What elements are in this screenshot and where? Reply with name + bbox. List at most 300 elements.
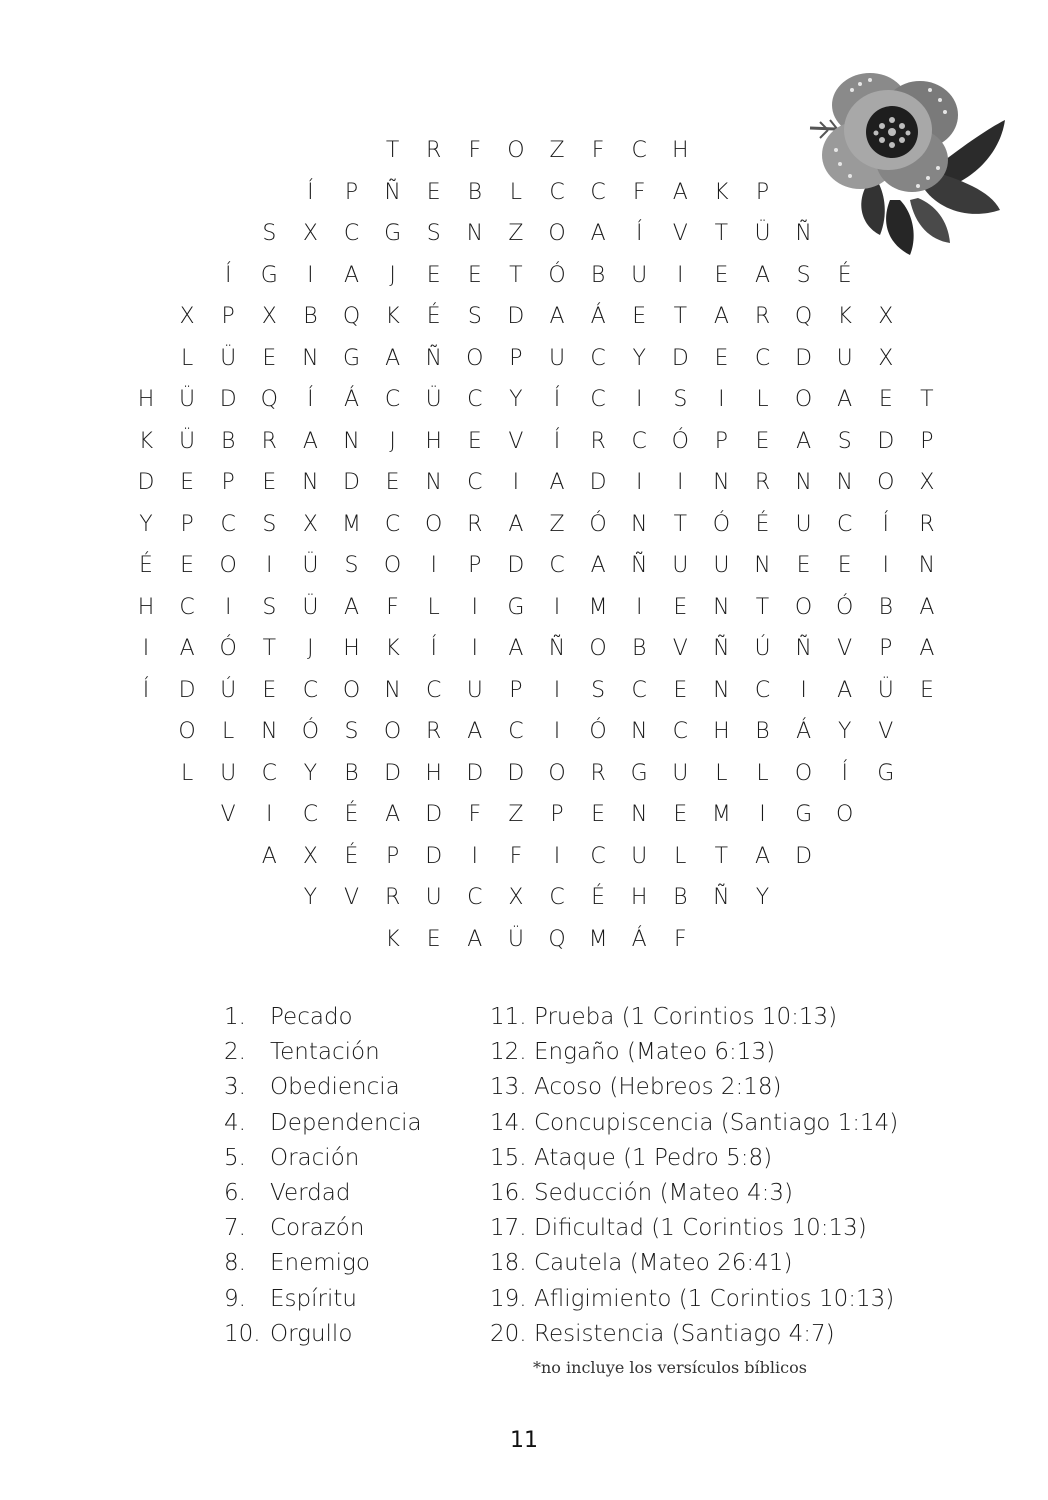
grid-letter: A (508, 636, 524, 661)
grid-letter: C (343, 221, 360, 246)
grid-letter: P (385, 843, 400, 869)
grid-letter: O (794, 387, 813, 412)
grid-letter: Y (755, 885, 770, 910)
item-number: 15. (490, 1144, 527, 1171)
grid-letter: I (759, 802, 766, 827)
grid-letter: Z (508, 221, 524, 246)
grid-letter: Ü (507, 926, 524, 952)
grid-letter: M (588, 594, 608, 620)
grid-letter: H (425, 760, 442, 786)
item-word: Oración (270, 1144, 360, 1171)
grid-letter: N (713, 594, 730, 620)
grid-letter: E (673, 594, 688, 620)
grid-letter: C (549, 885, 565, 910)
grid-letter: I (430, 553, 437, 578)
grid-letter: G (630, 760, 648, 786)
grid-letter: N (713, 677, 730, 703)
grid-letter: B (344, 760, 359, 786)
grid-letter: H (672, 138, 689, 163)
grid-letter: X (261, 304, 277, 329)
grid-letter: É (344, 802, 359, 827)
grid-letter: Ñ (384, 179, 401, 205)
grid-letter: F (673, 926, 687, 952)
grid-letter: E (673, 802, 688, 827)
grid-letter: U (220, 760, 237, 786)
grid-letter: A (837, 677, 853, 703)
item-word: Enemigo (270, 1250, 370, 1277)
item-number: 3. (224, 1074, 246, 1101)
grid-letter: S (262, 511, 277, 537)
grid-letter: C (467, 470, 483, 495)
list-item (490, 1282, 898, 1317)
grid-letter: E (467, 428, 482, 454)
grid-letter: R (384, 885, 401, 910)
grid-letter: D (507, 760, 525, 786)
grid-letter: Á (590, 304, 606, 329)
grid-letter: E (262, 470, 277, 495)
grid-letter: A (796, 428, 812, 454)
grid-letter: M (711, 802, 731, 827)
grid-letter: N (302, 470, 319, 495)
grid-letter: N (836, 470, 853, 495)
flower-icon (800, 60, 1020, 260)
item-number: 18. (490, 1250, 527, 1277)
grid-letter: D (425, 802, 443, 827)
grid-letter: C (508, 719, 524, 744)
grid-letter: Á (343, 387, 360, 412)
item-word: Acoso (Hebreos 2:18) (534, 1074, 782, 1101)
grid-letter: A (672, 179, 688, 205)
grid-letter: X (302, 221, 318, 246)
grid-letter: L (427, 594, 440, 620)
grid-letter: Ñ (795, 221, 812, 246)
grid-letter: O (178, 719, 196, 744)
grid-letter: T (385, 138, 400, 163)
grid-letter: E (673, 677, 688, 703)
grid-letter: Z (508, 802, 524, 827)
grid-letter: T (920, 387, 934, 412)
grid-letter: U (425, 885, 442, 910)
grid-letter: A (343, 262, 360, 288)
grid-letter: I (553, 594, 561, 620)
grid-letter: X (878, 345, 894, 371)
grid-letter: O (507, 138, 525, 163)
grid-letter: Ñ (425, 345, 442, 371)
grid-letter: Ñ (630, 553, 648, 578)
grid-letter: E (591, 802, 606, 827)
grid-letter: A (385, 802, 401, 827)
grid-letter: H (343, 636, 360, 661)
grid-letter: Y (303, 885, 318, 910)
grid-letter: O (425, 511, 443, 537)
grid-letter: Í (142, 677, 150, 703)
grid-letter: D (507, 553, 525, 578)
grid-letter: P (221, 304, 235, 329)
grid-letter: Y (509, 387, 523, 412)
grid-letter: U (548, 345, 566, 371)
grid-letter: Í (635, 221, 643, 246)
grid-letter: L (715, 760, 728, 786)
grid-letter: Y (139, 511, 153, 537)
grid-letter: P (509, 677, 523, 703)
grid-letter: H (137, 387, 155, 412)
grid-letter: L (756, 760, 769, 786)
item-number: 1. (224, 1004, 246, 1030)
grid-letter: I (635, 470, 643, 495)
grid-letter: E (426, 262, 441, 288)
grid-letter: F (468, 138, 482, 163)
grid-letter: E (796, 553, 811, 578)
grid-letter: O (548, 760, 566, 786)
grid-letter: F (468, 802, 482, 827)
grid-letter: O (548, 221, 566, 246)
grid-letter: S (426, 221, 441, 246)
grid-letter: K (385, 304, 400, 329)
grid-letter: S (262, 221, 277, 246)
grid-letter: Ñ (548, 636, 566, 661)
grid-letter: R (754, 470, 771, 495)
grid-letter: F (386, 594, 399, 620)
grid-letter: C (590, 843, 606, 869)
grid-letter: C (754, 677, 771, 703)
grid-letter: Ó (671, 428, 689, 454)
grid-letter: V (672, 636, 688, 661)
grid-letter: M (342, 511, 361, 537)
grid-letter: Ó (219, 636, 237, 661)
grid-letter: U (713, 553, 730, 578)
grid-letter: D (877, 428, 895, 454)
list-item (224, 1246, 422, 1281)
item-word: Tentación (270, 1039, 380, 1066)
grid-letter: R (426, 138, 442, 163)
grid-letter: E (467, 262, 482, 288)
grid-letter: X (302, 843, 318, 869)
item-word: Cautela (Mateo 26:41) (534, 1250, 793, 1277)
grid-letter: S (344, 719, 359, 744)
grid-letter: H (137, 594, 155, 620)
grid-letter: I (553, 677, 561, 703)
item-number: 8. (224, 1250, 246, 1277)
grid-letter: N (754, 553, 771, 578)
grid-letter: D (178, 677, 196, 703)
grid-letter: P (920, 428, 934, 454)
grid-letter: I (553, 719, 561, 744)
grid-letter: R (426, 719, 442, 744)
item-number: 20. (490, 1320, 527, 1347)
grid-letter: A (837, 387, 853, 412)
grid-letter: E (837, 553, 852, 578)
grid-letter: E (632, 304, 647, 329)
grid-letter: U (631, 262, 648, 288)
grid-letter: Á (796, 719, 812, 744)
grid-letter: I (635, 594, 643, 620)
grid-letter: Y (303, 760, 318, 786)
grid-letter: S (837, 428, 852, 454)
list-item (490, 1000, 898, 1035)
grid-letter: O (342, 677, 361, 703)
item-word: Prueba (1 Corintios 10:13) (534, 1004, 838, 1030)
grid-letter: I (512, 470, 520, 495)
item-word: Resistencia (Santiago 4:7) (534, 1320, 835, 1347)
list-item (490, 1106, 898, 1141)
grid-letter: L (222, 719, 235, 744)
grid-letter: O (589, 636, 607, 661)
list-item (490, 1141, 898, 1176)
item-number: 11. (490, 1004, 527, 1030)
grid-letter: D (425, 843, 443, 869)
item-number: 5. (224, 1144, 246, 1171)
list-item (224, 1282, 422, 1317)
grid-letter: A (590, 221, 606, 246)
grid-letter: A (467, 719, 483, 744)
grid-letter: E (919, 677, 934, 703)
item-word: Orgullo (270, 1320, 353, 1347)
grid-letter: Z (549, 511, 565, 537)
grid-letter: Q (260, 387, 278, 412)
grid-letter: V (343, 885, 360, 910)
grid-letter: G (384, 221, 402, 246)
grid-letter: C (302, 677, 319, 703)
grid-letter: É (591, 885, 606, 910)
list-item (490, 1070, 898, 1105)
item-word: Engaño (Mateo 6:13) (534, 1039, 776, 1066)
grid-letter: E (714, 345, 729, 371)
grid-letter: U (631, 843, 648, 869)
grid-letter: X (878, 304, 894, 329)
grid-letter: N (343, 428, 360, 454)
item-number: 12. (490, 1039, 527, 1066)
grid-letter: T (714, 843, 729, 869)
grid-letter: V (220, 802, 236, 827)
grid-letter: L (674, 843, 687, 869)
grid-letter: F (591, 138, 605, 163)
grid-letter: S (673, 387, 688, 412)
grid-letter: O (383, 553, 402, 578)
list-item (224, 1317, 422, 1352)
grid-letter: D (589, 470, 607, 495)
grid-letter: J (389, 262, 396, 288)
grid-letter: V (878, 719, 894, 744)
grid-letter: S (591, 677, 606, 703)
grid-letter: O (383, 719, 402, 744)
grid-letter: L (509, 179, 523, 205)
grid-letter: É (837, 262, 852, 288)
grid-letter: N (795, 470, 812, 495)
item-word: Pecado (270, 1004, 353, 1030)
grid-letter: E (426, 179, 441, 205)
grid-letter: C (220, 511, 236, 537)
grid-letter: P (714, 428, 729, 454)
grid-letter: Ñ (795, 636, 812, 661)
grid-letter: C (302, 802, 319, 827)
grid-letter: C (261, 760, 277, 786)
item-number: 2. (224, 1039, 246, 1066)
grid-letter: B (755, 719, 770, 744)
grid-letter: K (138, 428, 154, 454)
grid-letter: D (466, 760, 484, 786)
page-number: 11 (510, 1428, 538, 1453)
grid-letter: A (343, 594, 360, 620)
grid-letter: C (672, 719, 688, 744)
grid-letter: U (466, 677, 483, 703)
grid-letter: P (755, 179, 770, 205)
grid-letter: L (756, 387, 769, 412)
grid-letter: E (714, 262, 729, 288)
grid-letter: X (302, 511, 318, 537)
grid-letter: A (302, 428, 318, 454)
item-word: Espíritu (270, 1285, 357, 1312)
grid-letter: K (714, 179, 729, 205)
grid-letter: I (142, 636, 150, 661)
grid-letter: B (590, 262, 606, 288)
grid-letter: T (714, 221, 729, 246)
grid-letter: H (425, 428, 442, 454)
grid-letter: Ü (754, 221, 771, 246)
grid-letter: Ü (179, 387, 196, 412)
grid-letter: H (630, 885, 648, 910)
grid-letter: Í (307, 179, 314, 205)
grid-letter: D (384, 760, 402, 786)
grid-letter: Ó (589, 511, 607, 537)
grid-letter: P (180, 511, 194, 537)
grid-letter: E (262, 677, 277, 703)
grid-letter: N (630, 802, 648, 827)
grid-letter: Q (548, 926, 566, 952)
grid-letter: A (590, 553, 606, 578)
grid-letter: A (549, 304, 565, 329)
grid-letter: A (467, 926, 483, 952)
grid-letter: U (836, 345, 853, 371)
item-word: Obediencia (270, 1074, 400, 1101)
grid-letter: Ó (548, 262, 566, 288)
grid-letter: Ó (301, 719, 320, 744)
grid-letter: S (262, 594, 277, 620)
grid-letter: T (262, 636, 277, 661)
grid-letter: I (266, 553, 273, 578)
grid-letter: A (385, 345, 401, 371)
footnote: *no incluye los versículos bíblicos (533, 1358, 807, 1377)
grid-letter: R (590, 428, 606, 454)
grid-letter: I (307, 262, 314, 288)
grid-letter: L (180, 760, 194, 786)
grid-letter: C (631, 138, 647, 163)
item-number: 6. (224, 1179, 246, 1206)
grid-letter: H (713, 719, 730, 744)
grid-letter: N (466, 221, 484, 246)
grid-letter: B (220, 428, 236, 454)
grid-letter: X (919, 470, 935, 495)
grid-letter: C (754, 345, 771, 371)
item-number: 16. (490, 1179, 527, 1206)
grid-letter: C (631, 428, 647, 454)
grid-letter: E (262, 345, 277, 371)
grid-letter: Ú (754, 636, 771, 661)
grid-letter: N (630, 719, 648, 744)
grid-letter: Í (841, 760, 848, 786)
grid-letter: C (590, 387, 606, 412)
grid-letter: T (509, 262, 523, 288)
grid-letter: A (508, 511, 524, 537)
grid-letter: X (179, 304, 195, 329)
grid-letter: O (836, 802, 854, 827)
grid-letter: Ü (302, 553, 319, 578)
grid-letter: E (180, 553, 195, 578)
grid-letter: Ó (712, 511, 731, 537)
list-item (490, 1246, 898, 1281)
item-word: Concupiscencia (Santiago 1:14) (534, 1109, 899, 1136)
grid-letter: I (471, 636, 479, 661)
grid-letter: A (754, 843, 771, 869)
grid-letter: I (635, 387, 643, 412)
grid-letter: V (508, 428, 524, 454)
grid-letter: Í (882, 511, 890, 537)
grid-letter: K (385, 636, 400, 661)
grid-letter: Í (430, 636, 437, 661)
grid-letter: C (426, 677, 442, 703)
grid-letter: N (384, 677, 401, 703)
grid-letter: I (800, 677, 807, 703)
grid-letter: I (224, 594, 232, 620)
item-number: 9. (224, 1285, 246, 1312)
grid-letter: I (553, 843, 561, 869)
item-number: 17. (490, 1215, 527, 1242)
grid-letter: E (878, 387, 893, 412)
grid-letter: U (672, 760, 689, 786)
grid-letter: Ü (877, 677, 894, 703)
grid-letter: N (302, 345, 319, 371)
grid-letter: Ó (589, 719, 607, 744)
grid-letter: T (673, 304, 688, 329)
grid-letter: P (221, 470, 235, 495)
grid-letter: É (755, 511, 770, 537)
word-list-right (490, 1000, 898, 1352)
grid-letter: Q (342, 304, 361, 329)
grid-letter: O (794, 760, 813, 786)
grid-letter: Ú (220, 677, 237, 703)
grid-letter: É (426, 304, 441, 329)
grid-letter: R (261, 428, 277, 454)
grid-letter: É (344, 843, 359, 869)
grid-letter: N (918, 553, 936, 578)
grid-letter: V (837, 636, 853, 661)
grid-letter: X (508, 885, 524, 910)
grid-letter: I (471, 594, 479, 620)
item-word: Ataque (1 Pedro 5:8) (534, 1144, 773, 1171)
grid-letter: Ü (425, 387, 442, 412)
grid-letter: Y (837, 719, 852, 744)
grid-letter: Ñ (713, 636, 730, 661)
grid-letter: P (468, 553, 482, 578)
grid-letter: I (882, 553, 890, 578)
grid-letter: B (631, 636, 647, 661)
grid-letter: O (466, 345, 484, 371)
list-item (224, 1141, 422, 1176)
item-word: Dependencia (270, 1109, 422, 1136)
grid-letter: D (137, 470, 155, 495)
list-item (224, 1035, 422, 1070)
list-item (224, 1000, 422, 1035)
grid-letter: C (590, 345, 606, 371)
grid-letter: Á (631, 926, 647, 952)
grid-letter: G (342, 345, 361, 371)
grid-letter: N (425, 470, 442, 495)
grid-letter: É (139, 553, 153, 578)
grid-letter: K (837, 304, 852, 329)
grid-letter: R (467, 511, 483, 537)
grid-letter: M (588, 926, 608, 952)
grid-letter: Ñ (713, 885, 730, 910)
grid-letter: C (631, 677, 647, 703)
